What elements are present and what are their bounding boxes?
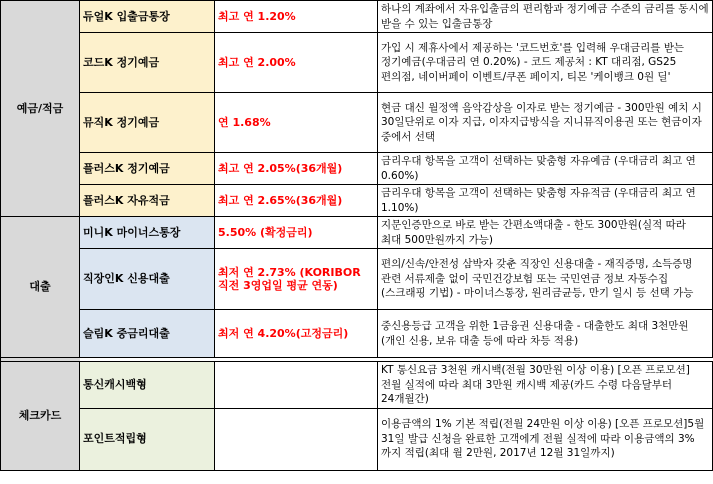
product-name: 뮤직K 정기예금: [80, 93, 215, 153]
product-description: 중신용등급 고객을 위한 1금융권 신용대출 - 대출한도 최대 3천만원(개인 신용, 보유 대출 등에 따라 차등 적용): [378, 310, 713, 358]
product-description: 가입 시 제휴사에서 제공하는 '코드번호'를 입력해 우대금리를 받는 정기예금(우대금리 연 0.20%) - 코드 제공처 : KT 대리점, GS25 편의점, 네이버페이 이벤트/쿠폰 페이지, 티몬 '케이뱅크 0원 딜': [378, 33, 713, 93]
table-row: [1, 153, 713, 185]
table-row: [1, 408, 713, 470]
product-description: 이용금액의 1% 기본 적립(전월 24만원 이상 이용) [오픈 프로모션]5월 31일 발급 신청을 완료한 고객에게 전월 실적에 따라 이용금액의 3%까지 적립(최대 월 2만원, 2017년 12월 31일까지): [378, 408, 713, 470]
product-rate: 최고 연 2.65%(36개월): [215, 185, 378, 217]
product-rate: [215, 408, 378, 470]
table-row: [1, 310, 713, 358]
product-rate: 5.50% (확정금리): [215, 217, 378, 249]
product-description: 현금 대신 월정액 음악감상을 이자로 받는 정기예금 - 300만원 예치 시 30일단위로 이자 지급, 이자지급방식을 지니뮤직이용권 또는 현금이자 중에서 선택: [378, 93, 713, 153]
product-description: KT 통신요금 3천원 캐시백(전월 30만원 이상 이용) [오픈 프로모션]전월 실적에 따라 최대 3만원 캐시백 제공(카드 수령 다음달부터 24개월간): [378, 362, 713, 409]
table-row: [1, 1, 713, 33]
table-row: [1, 249, 713, 310]
table-row: [1, 217, 713, 249]
category-loan: 대출: [1, 217, 80, 358]
product-name: 포인트적립형: [80, 408, 215, 470]
category-deposit: 예금/적금: [1, 1, 80, 217]
product-description: 지문인증만으로 바로 받는 간편소액대출 - 한도 300만원(실적 따라 최대 500만원까지 가능): [378, 217, 713, 249]
product-name: 미니K 마이너스통장: [80, 217, 215, 249]
product-rate: 최저 연 2.73% (KORIBOR 직전 3영업일 평균 연동): [215, 249, 378, 310]
product-name: 통신캐시백형: [80, 362, 215, 409]
product-name: 듀얼K 입출금통장: [80, 1, 215, 33]
table-row: [1, 362, 713, 409]
product-description: 금리우대 항목을 고객이 선택하는 맞춤형 자유적금 (우대금리 최고 연 1.10%): [378, 185, 713, 217]
product-description: 하나의 계좌에서 자유입출금의 편리함과 정기예금 수준의 금리를 동시에 받을 수 있는 입출금통장: [378, 1, 713, 33]
product-name: 직장인K 신용대출: [80, 249, 215, 310]
category-card: 체크카드: [1, 362, 80, 471]
product-description: 편의/신속/안전성 삼박자 갖춘 직장인 신용대출 - 재직증명, 소득증명 관련 서류제출 없이 국민건강보험 또는 국민연금 정보 자동수집(스크래핑 기법) - 마이너스통장, 원리금균등, 만기 일시 등 선택 가능: [378, 249, 713, 310]
product-rate: 최저 연 4.20%(고정금리): [215, 310, 378, 358]
product-rate: [215, 362, 378, 409]
product-rate: 최고 연 2.05%(36개월): [215, 153, 378, 185]
table-row: [1, 93, 713, 153]
product-description: 금리우대 항목을 고객이 선택하는 맞춤형 자유예금 (우대금리 최고 연 0.60%): [378, 153, 713, 185]
table-row: [1, 185, 713, 217]
product-name: 플러스K 정기예금: [80, 153, 215, 185]
product-rate: 최고 연 1.20%: [215, 1, 378, 33]
product-name: 코드K 정기예금: [80, 33, 215, 93]
product-name: 슬림K 중금리대출: [80, 310, 215, 358]
product-name: 플러스K 자유적금: [80, 185, 215, 217]
product-rate: 연 1.68%: [215, 93, 378, 153]
table-row: [1, 33, 713, 93]
product-rate: 최고 연 2.00%: [215, 33, 378, 93]
